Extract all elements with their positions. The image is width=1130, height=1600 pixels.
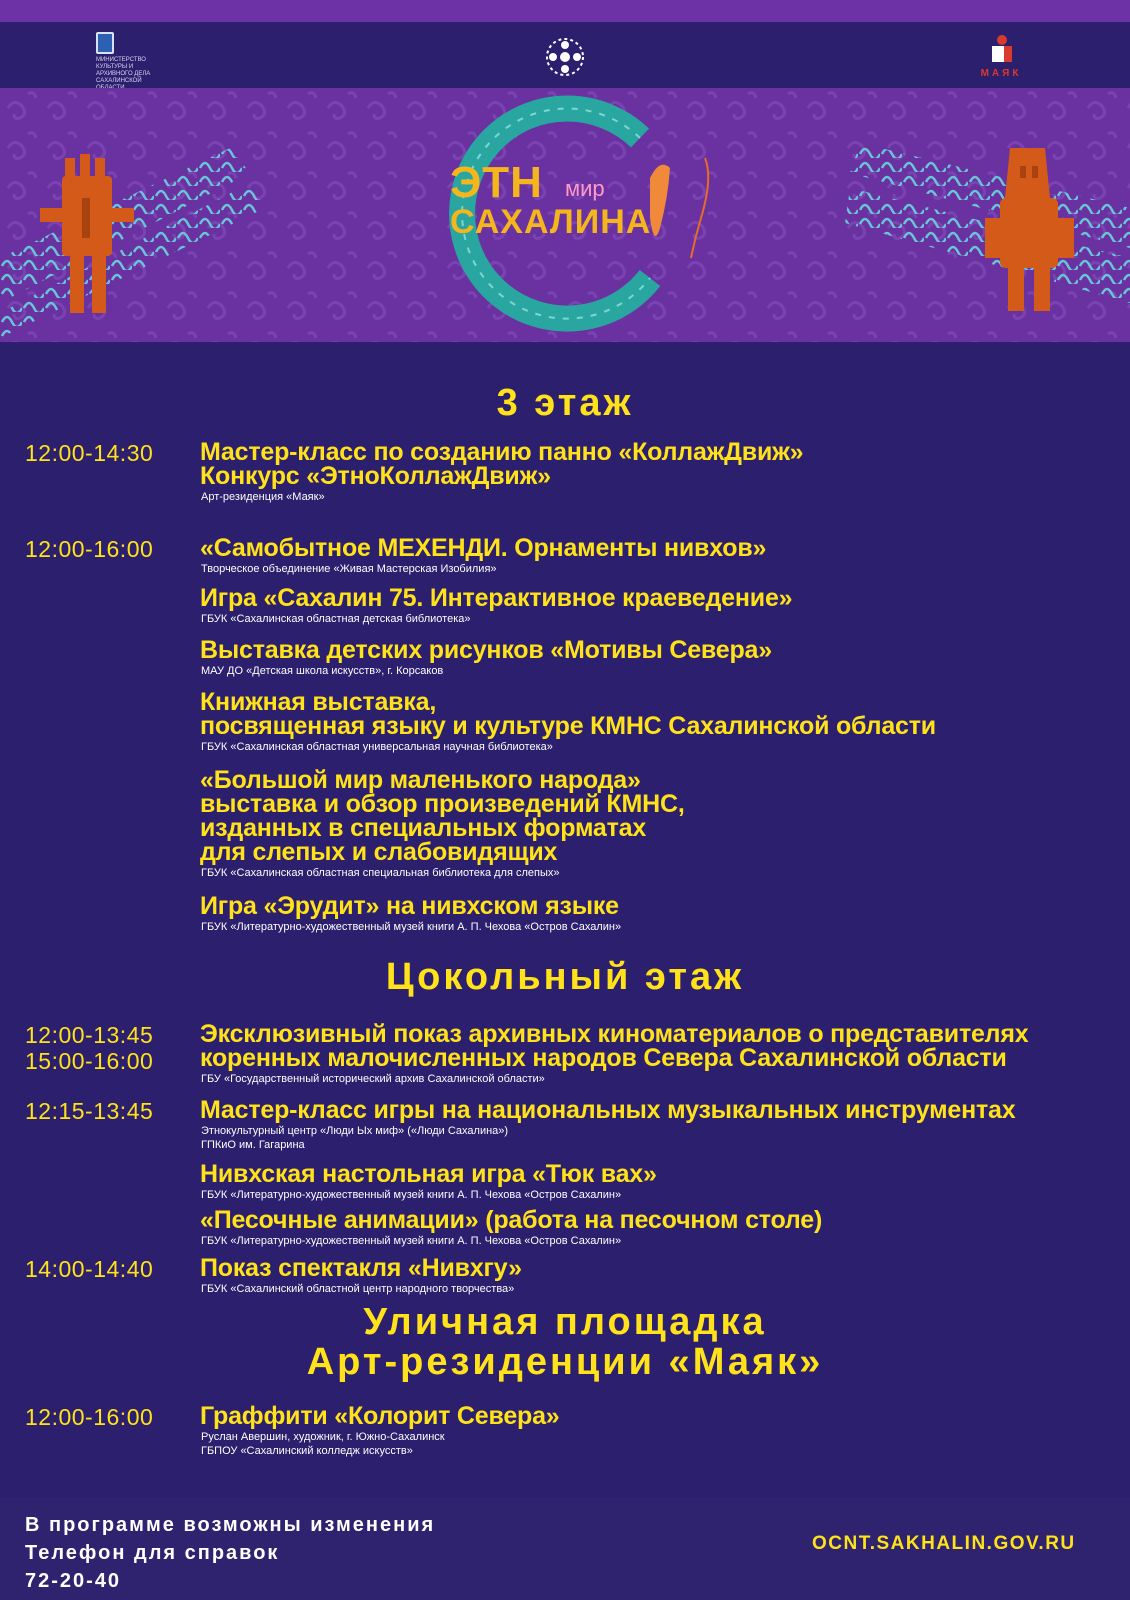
event-organizer: ГБУК «Литературно-художественный музей книги А. П. Чехова «Остров Сахалин» xyxy=(201,1235,622,1247)
footer-info xyxy=(25,1511,435,1595)
footer xyxy=(0,1497,1130,1600)
event-organizer: ГБУК «Литературно-художественный музей книги А. П. Чехова «Остров Сахалин» xyxy=(201,921,622,933)
event-organizer: ГБУ «Государственный исторический архив Сахалинской области» xyxy=(201,1073,545,1085)
ornament-logo-icon xyxy=(540,32,590,82)
event-time: 15:00-16:00 xyxy=(25,1048,154,1074)
event-organizer: Руслан Авершин, художник, г. Южно-Сахалинск xyxy=(201,1431,445,1443)
event-title: Игра «Сахалин 75. Интерактивное краеведение» xyxy=(200,584,793,612)
top-strip xyxy=(0,0,1130,22)
ministry-logo xyxy=(96,32,166,84)
event-title: изданных в специальных форматах xyxy=(200,814,647,842)
section-title-floor3: 3 этаж xyxy=(496,382,634,424)
event-time: 14:00-14:40 xyxy=(25,1256,154,1282)
mayak-mark-icon xyxy=(988,34,1016,64)
footer-note: В программе возможны изменения xyxy=(25,1514,436,1536)
event-title: Книжная выставка, xyxy=(200,688,437,716)
event-organizer: Арт-резиденция «Маяк» xyxy=(201,491,325,503)
footer-website-link[interactable]: OCNT.SAKHALIN.GOV.RU xyxy=(812,1533,1076,1554)
mayak-logo xyxy=(968,34,1038,84)
ministry-logo-text: МИНИСТЕРСТВО КУЛЬТУРЫ И АРХИВНОГО ДЕЛА САХАЛИНСКОЙ xyxy=(96,57,151,84)
event-title: Показ спектакля «Нивхгу» xyxy=(200,1254,522,1282)
festival-title-mir: мир xyxy=(565,176,605,201)
event-title: Мастер-класс по созданию панно «КоллажДвиж» xyxy=(200,438,804,466)
section-title-street xyxy=(0,1302,1130,1382)
event-title: Эксклюзивный показ архивных киноматериалов о представителях xyxy=(200,1020,1029,1048)
event-title: Игра «Эрудит» на нивхском языке xyxy=(200,892,619,920)
event-organizer: ГБУК «Сахалинская областная универсальная научная библиотека» xyxy=(201,741,553,753)
event-title: для слепых и слабовидящих xyxy=(200,838,558,866)
event-organizer: ГПКиО им. Гагарина xyxy=(201,1139,305,1151)
festival-banner xyxy=(0,88,1130,342)
event-time: 12:15-13:45 xyxy=(25,1098,154,1124)
event-title: посвященная языку и культуре КМНС Сахалинской области xyxy=(200,712,936,740)
street-title-line: Уличная площадка xyxy=(363,1301,767,1343)
footer-phone: 72-20-40 xyxy=(25,1570,122,1592)
festival-title-etno: ЭТН xyxy=(450,158,543,207)
street-title-line: Арт-резиденции «Маяк» xyxy=(306,1341,824,1383)
event-title: Мастер-класс игры на национальных музыкальных инструментах xyxy=(200,1096,1016,1124)
event-time: 12:00-13:45 xyxy=(25,1022,154,1048)
section-title-basement: Цокольный этаж xyxy=(385,956,745,998)
event-title: коренных малочисленных народов Севера Сахалинской области xyxy=(200,1044,1007,1072)
event-title: «Большой мир маленького народа» xyxy=(200,766,641,794)
festival-title-sakhalina: САХАЛИНА xyxy=(450,203,652,241)
event-organizer: Этнокультурный центр «Люди Ых миф» («Люди Сахалина») xyxy=(201,1125,509,1137)
event-organizer: Творческое объединение «Живая Мастерская Изобилия» xyxy=(201,563,497,575)
event-organizer: ГБУК «Сахалинская областная специальная библиотека для слепых» xyxy=(201,867,560,879)
event-organizer: ГБУК «Литературно-художественный музей книги А. П. Чехова «Остров Сахалин» xyxy=(201,1189,622,1201)
event-organizer: ГБПОУ «Сахалинский колледж искусств» xyxy=(201,1445,413,1457)
event-time: 12:00-14:30 xyxy=(25,440,154,466)
event-title: «Песочные анимации» (работа на песочном столе) xyxy=(200,1206,823,1234)
event-title: Выставка детских рисунков «Мотивы Севера» xyxy=(200,636,772,664)
event-title: Конкурс «ЭтноКоллажДвиж» xyxy=(200,462,551,490)
event-organizer: ГБУК «Сахалинский областной центр народного творчества» xyxy=(201,1283,515,1295)
event-organizer: МАУ ДО «Детская школа искусств», г. Корсаков xyxy=(201,665,444,677)
coat-of-arms-icon xyxy=(96,32,114,54)
event-title: выставка и обзор произведений КМНС, xyxy=(200,790,685,818)
mayak-logo-text: МАЯК xyxy=(980,68,1022,79)
event-title: Граффити «Колорит Севера» xyxy=(200,1402,560,1430)
event-title: Нивхская настольная игра «Тюк вах» xyxy=(200,1160,657,1188)
event-organizer: ГБУК «Сахалинская областная детская библиотека» xyxy=(201,613,471,625)
event-time: 12:00-16:00 xyxy=(25,1404,154,1430)
logo-bar xyxy=(0,22,1130,88)
event-title: «Самобытное МЕХЕНДИ. Орнаменты нивхов» xyxy=(200,534,767,562)
footer-phone-label: Телефон для справок xyxy=(25,1542,280,1564)
event-time: 12:00-16:00 xyxy=(25,536,154,562)
